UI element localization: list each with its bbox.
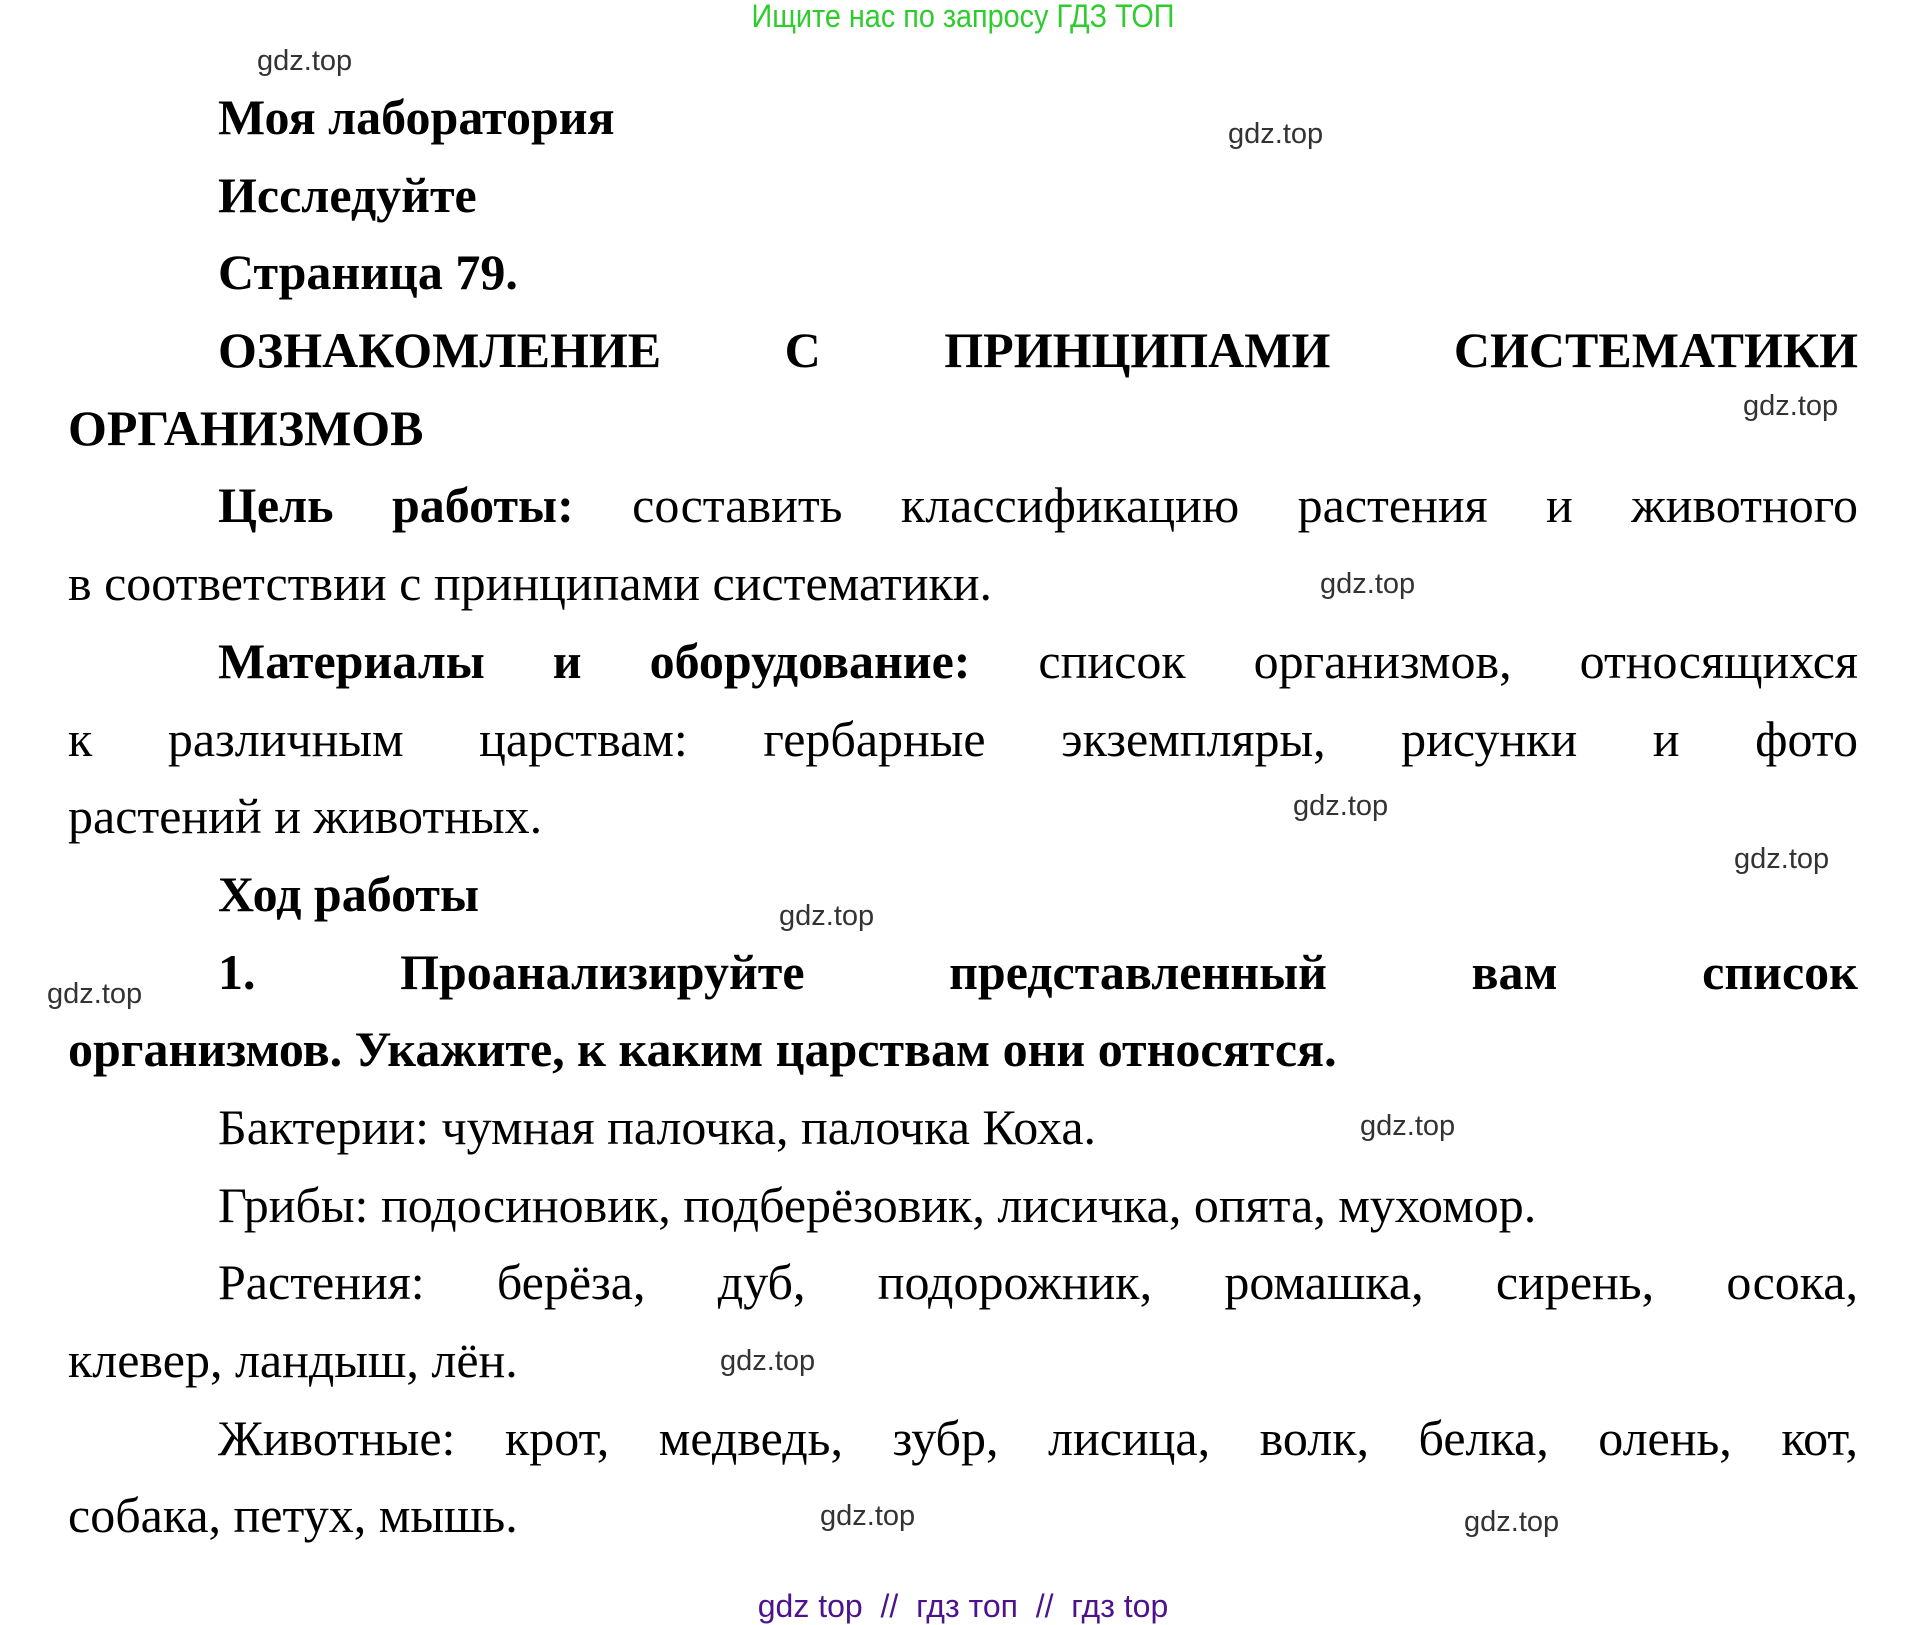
title-my-lab: Моя лаборатория	[218, 89, 615, 145]
header-banner: Ищите нас по запросу ГДЗ ТОП	[751, 0, 1175, 34]
watermark: gdz.top	[1743, 390, 1839, 422]
footer-banner	[0, 1588, 1926, 1625]
goal-line-1	[68, 467, 1858, 545]
materials-line-2: к различным царствам: гербарные экземпляры, рисунки и фото	[68, 710, 1858, 767]
page-number: Страница 79.	[218, 244, 518, 301]
materials-text: список организмов, относящихся	[970, 632, 1858, 689]
animals-line-1: Животные: крот, медведь, зубр, лисица, волк, белка, олень, кот,	[218, 1409, 1858, 1466]
watermark: gdz.top	[1228, 118, 1324, 150]
plants-line-2: клевер, ландыш, лён.	[68, 1332, 518, 1388]
heading-line-2: ОРГАНИЗМОВ	[68, 399, 424, 456]
document-body	[68, 79, 1858, 1555]
footer-text: gdz top // гдз топ // гдз top	[757, 1588, 1169, 1624]
task1-line-1: 1. Проанализируйте представленный вам список	[218, 943, 1858, 1000]
materials-line-1	[68, 623, 1858, 701]
heading-line-1: ОЗНАКОМЛЕНИЕ С ПРИНЦИПАМИ СИСТЕМАТИКИ	[218, 322, 1858, 379]
goal-label: Цель работы:	[218, 477, 574, 534]
task1-line-2: организмов. Укажите, к каким царствам они относятся.	[68, 1021, 1337, 1078]
title-explore: Исследуйте	[218, 166, 477, 223]
watermark: gdz.top	[1320, 568, 1416, 600]
materials-label: Материалы и оборудование:	[218, 632, 971, 689]
goal-line-2: в соответствии с принципами систематики.	[68, 555, 992, 612]
materials-line-3: растений и животных.	[68, 788, 543, 845]
bacteria-line: Бактерии: чумная палочка, палочка Коха.	[218, 1098, 1097, 1155]
watermark: gdz.top	[1734, 843, 1830, 875]
animals-line-2: собака, петух, мышь.	[68, 1487, 518, 1544]
watermark: gdz.top	[47, 978, 143, 1010]
plants-line-1: Растения: берёза, дуб, подорожник, ромашка, сирень, осока,	[218, 1254, 1858, 1311]
goal-text: составить классификацию растения и животного	[573, 477, 1858, 534]
watermark: gdz.top	[779, 900, 875, 932]
watermark: gdz.top	[820, 1500, 916, 1532]
watermark: gdz.top	[720, 1345, 816, 1377]
fungi-line: Грибы: подосиновик, подберёзовик, лисичка, опята, мухомор.	[218, 1176, 1537, 1233]
watermark: gdz.top	[1464, 1506, 1560, 1538]
watermark: gdz.top	[1360, 1110, 1456, 1142]
watermark: gdz.top	[1293, 790, 1389, 822]
watermark: gdz.top	[257, 45, 353, 77]
progress-title: Ход работы	[218, 865, 480, 922]
